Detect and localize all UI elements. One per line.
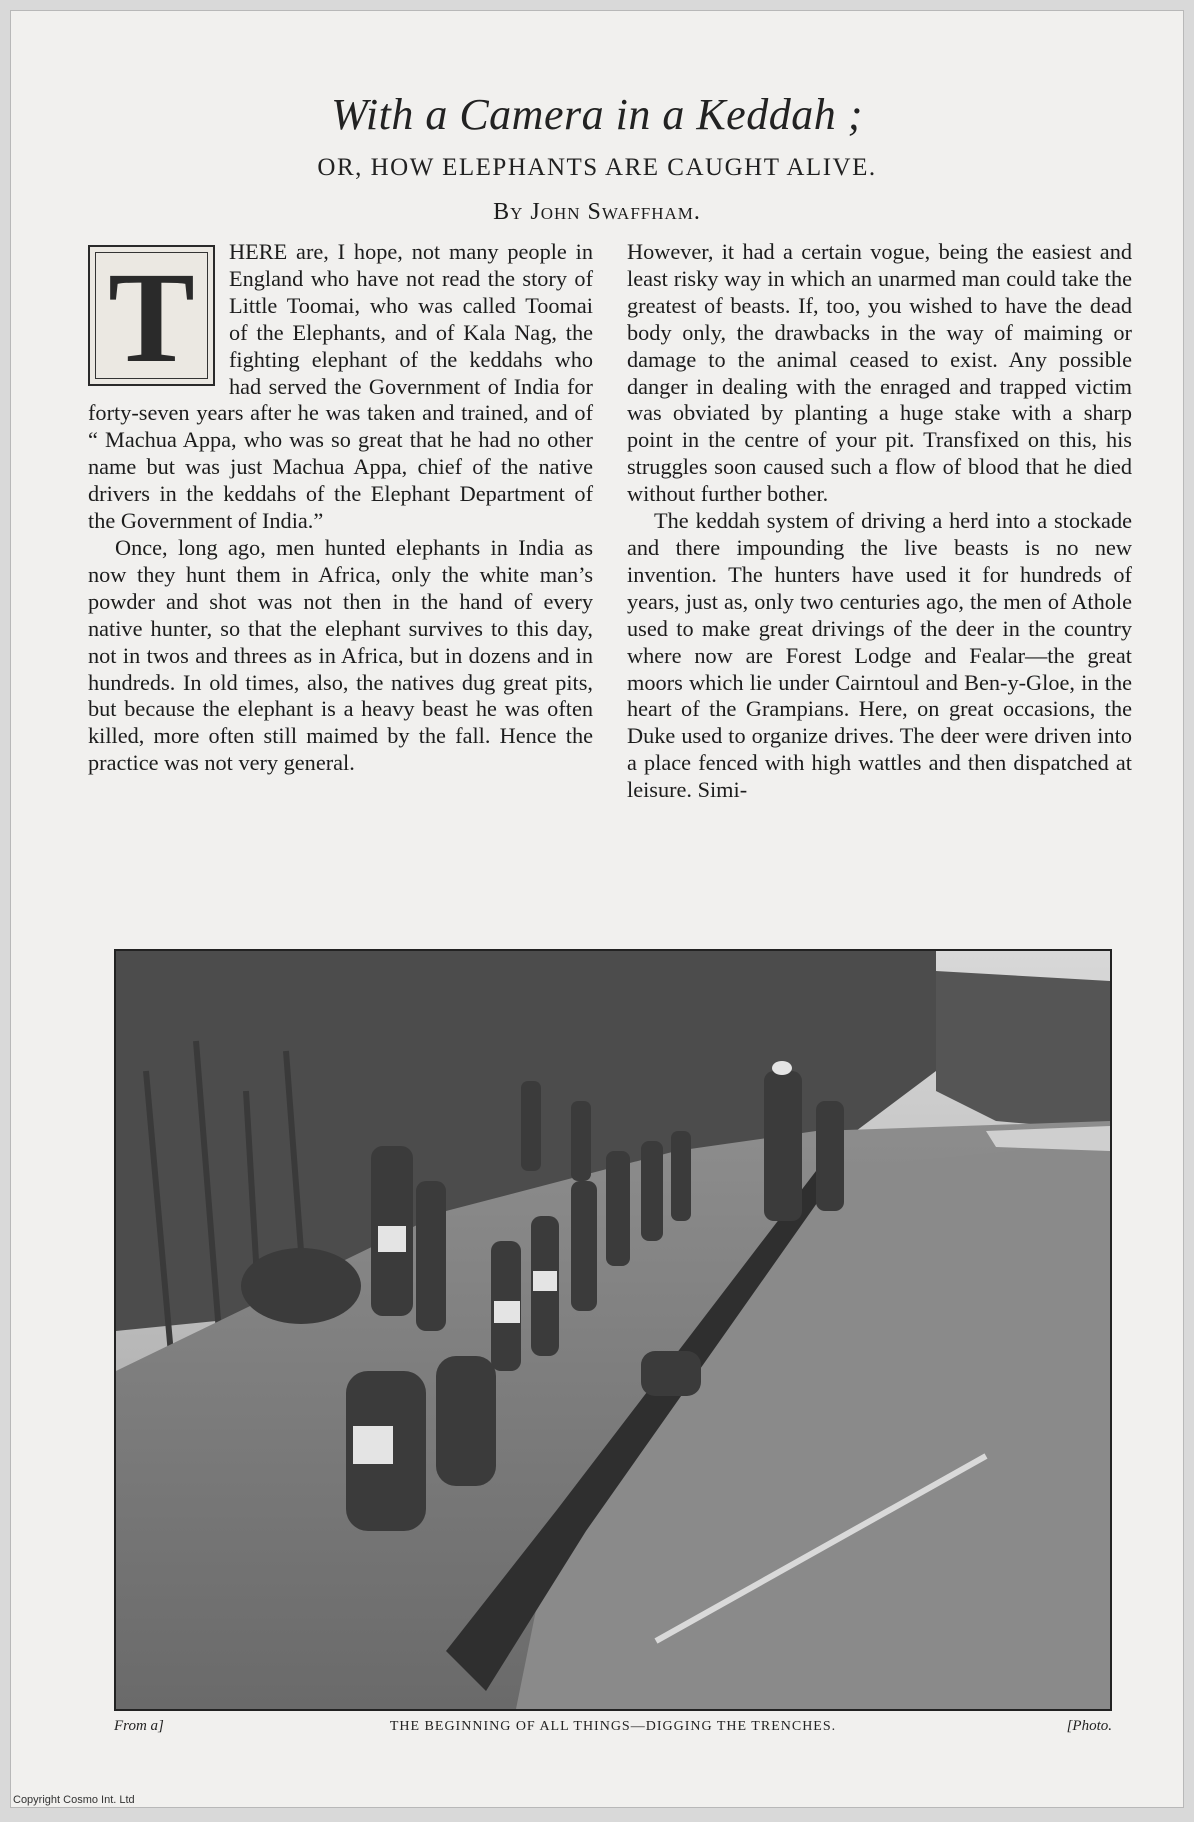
caption-credit-left: From a] (114, 1718, 164, 1734)
caption-credit-right: [Photo. (1066, 1718, 1112, 1734)
photo-caption (114, 1718, 1112, 1740)
caption-title: THE BEGINNING OF ALL THINGS—DIGGING THE TRENCHES. (389, 1719, 837, 1734)
paragraph: The keddah system of driving a herd into a stockade and there impounding the live beasts is no new invention. The hunters have used it for hundreds of years, just as, only two centuries ago, the men of Athole used to make great drivings of the deer in the country where now are Forest Lodge and Fealar—the great moors which lie under Cairntoul and Ben-y-Gloe, in the heart of the Grampians. Here, on great occasions, the Duke used to organize drives. The deer were driven into a place fenced with high wattles and then dispatched at leisure. Simi- (627, 508, 1132, 803)
paragraph: Once, long ago, men hunted elephants in India as now they hunt them in Africa, only the white man’s powder and shot was not then in the hand of every native hunter, so that the elephant survives to this day, not in twos and threes as in Africa, but in dozens and in hundreds. In old times, also, the natives dug great pits, but because the elephant is a heavy beast he was often killed, more often still maimed by the fall. Hence the practice was not very general. (88, 534, 593, 776)
article-subtitle: OR, HOW ELEPHANTS ARE CAUGHT ALIVE. (317, 154, 877, 181)
trench-digging-photo (114, 949, 1112, 1711)
paragraph-text: HERE are, I hope, not many people in England who have not read the story of Little Toomai, who was called Toomai of the Elephants, and of Kala Nag, the fighting elephant of the keddahs who had served the Government of India for forty-seven years after he was taken and trained, and of “ Machua Appa, who was so great that he had no other name but was just Machua Appa, chief of the native drivers in the keddahs of the Elephant Department of the Government of India.” (88, 239, 593, 534)
paragraph (88, 239, 593, 535)
left-column (88, 239, 593, 777)
paragraph: However, it had a certain vogue, being the easiest and least risky way in which an unarmed man could take the greatest of beasts. If, too, you wished to have the dead body only, the drawbacks in the way of maiming or damage to the animal ceased to exist. Any possible danger in dealing with the enraged and trapped victim was obviated by planting a huge stake with a sharp point in the centre of your pit. Transfixed on this, his struggles soon caused such a flow of blood that he died without further bother. (627, 239, 1132, 507)
photo-illustration (116, 951, 1110, 1709)
magazine-page (10, 10, 1184, 1808)
dropcap-letter: T (108, 246, 195, 390)
ornamental-dropcap (88, 245, 215, 390)
right-column (627, 239, 1132, 804)
byline: By John Swaffham. (493, 199, 701, 225)
article-title: With a Camera in a Keddah ; (331, 90, 863, 139)
copyright-notice: Copyright Cosmo Int. Ltd (13, 1794, 135, 1806)
